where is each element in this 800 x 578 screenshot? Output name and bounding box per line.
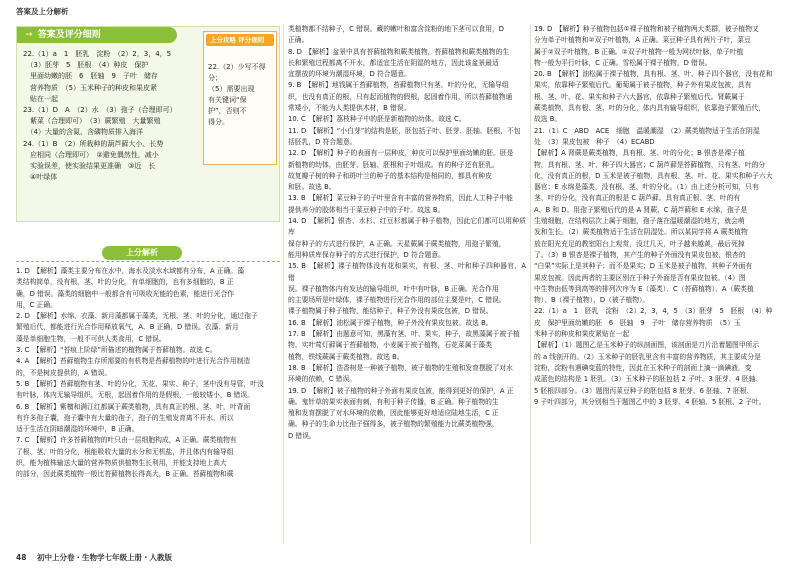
analysis-line: 织，也没有真正的根，只有起而植物的假根，起固着作用，所以苔藓植物通	[288, 92, 513, 101]
column-divider	[283, 24, 284, 544]
analysis-line: 的 a 线剖开的。（2）玉米种子的胚乳里含有丰富的营养物质，其主要成分是	[534, 352, 761, 361]
analysis-line: 用，C 正确。	[16, 300, 57, 309]
answer-line: 23.（1）D A （2）水 （3）孢子（合理即可）	[23, 106, 177, 115]
analysis-line: 繁殖后代，都能进行光合作用释放氧气，A、B 正确，D 错误。衣藻、新月	[16, 323, 239, 332]
page-footer	[16, 552, 172, 563]
analysis-line: 物一般为平行叶脉，C 正确。雪松属于裸子植物，D 错误。	[534, 58, 712, 67]
analysis-line: 裸子植物属于种子植物，能结种子，种子外没有果皮包被，D 错误。	[288, 307, 493, 316]
analysis-line: 处 （3）果皮包被 种子 （4）ECABD	[534, 137, 655, 146]
answer-box-title: 答案及评分细则	[37, 30, 101, 40]
analysis-line: 5 胚根四部分。（3）题图丙菜豆种子的胚包括 8 胚芽、6 胚轴、7 胚根、	[534, 386, 754, 395]
answer-line: 里面幼嫩的胚 6 胚轴 9 子叶 储存	[23, 72, 158, 81]
analysis-line: 21.（1）C ABD ACE 细胞 温暖潮湿 （2）蕨类植物适于生活在阴湿	[534, 126, 760, 135]
answer-line: 应相同（合理即可） ②避免偶然性，减小	[23, 150, 159, 159]
analysis-line: 成蓝色的结构是 1 胚乳。（3）玉米种子的胚包括 2 子叶、3 胚芽、4 胚轴、	[534, 375, 763, 384]
analysis-column-1	[16, 266, 280, 481]
analysis-line: D 错误。	[288, 431, 316, 440]
analysis-column-3	[534, 24, 786, 408]
scoring-tip-box	[203, 31, 277, 165]
answer-line: （4）大量的含氮、含磷物质排入海洋	[23, 128, 143, 137]
analysis-line: 故复瓣子树的种子和斑叶兰的种子的基本结构是相同的，都具有种皮	[288, 171, 492, 180]
section-title: 上分解析	[102, 246, 182, 260]
analysis-line: 皮 保护里面幼嫩的胚 6 胚轴 9 子叶 储存营养物质 （5）玉	[534, 318, 741, 327]
analysis-line: 果皮包被。因此两者的主要区别在于种子外面是否有果皮包被。（4）图	[534, 273, 746, 282]
analysis-line: 常矮小，不能为人类提供木材，B 错误。	[288, 104, 411, 113]
page-header-label: 答案及上分解析	[16, 7, 69, 16]
analysis-line: 正确。	[288, 36, 309, 45]
answer-list	[23, 49, 203, 183]
analysis-line: 有许多孢子囊，孢子囊中有大量的孢子，孢子的生殖发育离不开水，所以	[16, 413, 234, 422]
analysis-line: 化，没有真正的根，D 玉米是被子植物，具有根、茎、叶、花、果实和种子六大	[534, 171, 773, 180]
analysis-line: 14. D 【解析】银杏、水杉、红豆杉都属于种子植物，因此它们都可以用种质库	[288, 217, 526, 237]
analysis-line: 2. D 【解析】水绵、衣藻、新月藻都属于藻类，无根、茎、叶的分化，通过孢子	[16, 312, 258, 321]
analysis-line: 发和生长。（2）蕨类植物适于生活在阴湿处。所以某同学将 A 蕨类植物	[534, 228, 748, 237]
analysis-line: 22.（1）a 1 胚乳 淀粉 （2）2，3，4，5 （3）胚芽 5 胚根 （4）种	[534, 307, 773, 316]
analysis-line: 类结构简单，没有根、茎、叶的分化，有单细胞的，也有多细胞的，B 正	[16, 278, 234, 287]
analysis-line: 6. B 【解析】紫檀和满江红都属于蕨类植物，具有真正的根、茎、叶，叶背面	[16, 402, 251, 411]
tip-line: 22.（2）少写不得分；	[208, 63, 266, 82]
analysis-line: A、B 和 D。用孢子繁殖后代的是 A 肾蕨、C 葫芦藓和 E 水绵，孢子是	[534, 205, 748, 214]
analysis-line: 12. D 【解析】种子的表面有一层种皮，种皮可以保护里面幼嫩的胚。胚是	[288, 149, 514, 158]
analysis-line: 藻是单细胞生物，一般不可供人类食用，C 错误。	[16, 334, 166, 343]
arrow-icon: →	[25, 30, 33, 40]
analysis-line: 9 子叶四部分，其分别相当于题图乙中的 3 胚芽、4 胚轴、5 胚根、2 子叶。	[534, 397, 766, 406]
answer-line: 营养物质 （5）玉米种子的种皮和果皮紧	[23, 83, 157, 92]
analysis-line: 长和繁殖过程都离不开水，都适宜生活在阴湿的地方，因此该盆景最适	[288, 58, 499, 67]
analysis-line: 适于生活在阴暗潮湿的环境中，B 正确。	[16, 425, 139, 434]
page-number: 48	[16, 553, 27, 562]
analysis-line: 误。裸子植物体内有发达的输导组织，叶中有叶脉，B 正确。光合作用	[288, 284, 499, 293]
analysis-line: 15. B 【解析】裸子植物体没有花和果实，有根、茎、叶和种子四种器官，A 错	[288, 262, 526, 282]
analysis-line: 和胚。故选 B。	[288, 183, 336, 192]
analysis-line: 16. B 【解析】油松属于裸子植物，种子外没有果皮包被。故选 B。	[288, 318, 493, 327]
analysis-line: 4. A 【解析】苔藓植物生存所需要的有机物是苔藓植物的叶进行光合作用制造	[16, 357, 251, 366]
analysis-line: 根、茎、叶、花、果实和种子六大器官，依靠种子繁殖后代。肾蕨属于	[534, 92, 745, 101]
analysis-line: 7. C 【解析】许多苔藓植物的叶只由一层细胞构成，A 正确。蕨类植物有	[16, 436, 237, 445]
analysis-line: 物，具有根、茎、叶、种子四大器官；C 葫芦藓是苔藓植物，只有茎、叶的分	[534, 160, 766, 169]
analysis-line: 蕨类植物，具有根、茎、叶的分化，体内具有输导组织，依靠孢子繁殖后代，	[534, 104, 766, 113]
answer-line: （3）胚芽 5 胚根 （4）种皮 保护	[23, 61, 149, 70]
analysis-line: 【解析】A 肾蕨是蕨类植物，具有根、茎、叶的分化；B 银杏是裸子植	[534, 149, 745, 158]
tip-line: （5）需要出现	[208, 85, 255, 93]
analysis-line: 了。（3）B 银杏是裸子植物，其产生的种子外面没有果皮包被，银杏的	[534, 250, 746, 259]
analysis-line: 属于②双子叶植物，B 正确。②双子叶植物一般为网状叶脉，单子叶植	[534, 47, 744, 56]
analysis-line: 5. B 【解析】苔藓植物有茎、叶的分化，无花、果实、种子，茎中没有导管，叶没	[16, 379, 264, 388]
analysis-line: 【解析】（1）题图乙是玉米种子的纵剖面图，该剖面是刀片沿着题图甲所示	[534, 341, 760, 350]
analysis-line: 类植物都不结种子，C 错误。藏的嫩叶和富含淀粉的地下茎可以食用，D	[288, 25, 505, 33]
analysis-line: 提供养分的胶体相当于菜豆种子中的子叶。故选 B。	[288, 205, 445, 214]
analysis-line: 环境的依赖，C 错误。	[288, 375, 357, 384]
answer-line: 贴在一起	[23, 94, 58, 103]
analysis-line: 10. C 【解析】荔枝种子中的胚是新植物的幼体。故选 C。	[288, 115, 466, 124]
answer-line: 24.（1）B （2）所栽种的葫芦藓大小、长势	[23, 139, 164, 148]
analysis-line: 了根、茎、叶的分化，根能吸收大量的水分和无机盐，并且体内有输导组	[16, 447, 234, 456]
analysis-line: 19. D 【解析】种子植物包括①裸子植物和被子植物两大类群，被子植物又	[534, 25, 759, 33]
analysis-line: 3. C 【解析】“苔痕上阶绿”所描述的植物属于苔藓植物。故选 C。	[16, 346, 217, 355]
analysis-line: 保存种子的方式进行保护，A 正确。天星蕨属于蕨类植物，用孢子繁殖，	[288, 239, 506, 248]
answer-box	[16, 26, 280, 222]
analysis-line: 18. B 【解析】浩香树是一种被子植物，被子植物的生殖和发育摆脱了对水	[288, 363, 513, 372]
analysis-line: 确。种子的生命力比孢子强得多，被子植物的繁殖能力比蕨类植物强，	[288, 420, 499, 429]
analysis-line: 1. D 【解析】藻类主要分布在水中，海水及淡水水域都有分布，A 正确。藻	[16, 267, 244, 275]
analysis-column-2	[288, 24, 526, 442]
analysis-line: 淀粉，淀粉有遇碘变蓝的特性，因此在玉米种子的剖面上滴一滴碘液，变	[534, 363, 752, 372]
answer-line: ④叶绿体	[23, 173, 58, 182]
analysis-line: 物）、B（裸子植物）、D（被子植物）。	[534, 296, 650, 305]
book-title: 初中上分卷・生物学七年级上册・人教版	[37, 553, 173, 562]
analysis-line: 故选 B。	[534, 115, 562, 124]
answer-line: 实验误差，使实验结果更准确 ③近 长	[23, 162, 156, 171]
column-divider	[530, 24, 531, 544]
analysis-line: 17. B 【解析】由题意可知，黑藻有茎、叶、果实、种子，故黑藻属于被子植	[288, 330, 520, 339]
analysis-line: 中生物由低等到高等的排列次序为 E（藻类）、C（苔藓植物）、A（蕨类植	[534, 284, 754, 293]
analysis-line: 生殖细胞，在结构层次上属于细胞，孢子落在温暖潮湿的地方，就会萌	[534, 217, 745, 226]
analysis-line: 9. B 【解析】地钱属于苔藓植物，苔藓植物只有茎、叶的分化，无输导组	[288, 81, 509, 90]
answer-line: 紫菜（合理即可） （3）蕨繁殖 大量繁殖	[23, 117, 161, 126]
analysis-line: 的部分，因此蕨类植物一般比苔藓植物长得高大，B 正确。苔藓植物和蕨	[16, 470, 234, 479]
analysis-line: 括胚乳，D 符合题意。	[288, 137, 357, 146]
analysis-line: 分为单子叶植物和②双子叶植物，A 正确。菜豆种子具有两片子叶，菜豆	[534, 36, 751, 45]
analysis-line: “白果”实际上是其种子；而不是果实；D 玉米是被子植物，其种子外面有	[534, 262, 753, 271]
analysis-line: 茎、叶的分化，没有真正的根是 C 葫芦藓。具有真正根、茎、叶的有	[534, 194, 741, 203]
analysis-line: 能用种质库保存种子的方式进行保护，D 符合题意。	[288, 250, 445, 259]
analysis-line: 新植物的幼体，由胚芽、胚轴、胚根和子叶组成。有的种子还有胚乳。	[288, 160, 499, 169]
tip-line: 有关键词“保	[208, 96, 247, 104]
analysis-line: 器官；E 水绵是藻类，没有根、茎、叶的分化。（1）由上述分析可知，只有	[534, 183, 759, 192]
analysis-line: 的主要场所是叶绿体，裸子植物进行光合作用的部位主要是叶，C 错误。	[288, 296, 506, 305]
analysis-line: 宜摆放的环境为潮湿环境，D 符合题意。	[288, 70, 411, 79]
analysis-line: 确，D 错误。藻类的细胞中一般都含有可吸收光能的色素，能进行光合作	[16, 289, 235, 298]
analysis-line: 放在阳光充足的教室阳台上观赏，没过几天，叶子越来越黄，最后死掉	[534, 239, 745, 248]
analysis-line: 确。鬼针草的果实表面有刺，有利于种子传播，B 正确。种子植物的生	[288, 397, 499, 406]
analysis-line: 果实，依靠种子繁殖后代。葡萄属于被子植物，种子外有果皮包被，具有	[534, 81, 752, 90]
answer-box-header	[17, 27, 177, 43]
analysis-line: 织，能为植株输送大量的营养物质供植物生长利用，并能支持地上高大	[16, 459, 227, 468]
analysis-line: 殖和发育摆脱了对水环境的依赖，因此能够更好地适应陆地生活，C 正	[288, 409, 499, 418]
analysis-line: 19. D 【解析】被子植物的种子外面有果皮包被，能得到更好的保护，A 正	[288, 386, 514, 395]
tip-line: 得分。	[208, 118, 229, 126]
answer-line: 22.（1）a 1 胚乳 淀粉 （2）2，3，4，5	[23, 50, 172, 58]
section-header	[16, 246, 280, 262]
analysis-line: 13. B 【解析】菜豆种子的子叶里含有丰富的营养物质，因此人工种子中能	[288, 194, 513, 203]
analysis-line: 的，不是树皮提供的，A 错误。	[16, 368, 112, 377]
analysis-line: 米种子的种皮和果皮紧贴在一起	[534, 330, 630, 339]
analysis-line: 物。实叶莺灯藓属于苔藓植物，小麦属于被子植物，石花菜属于藻类	[288, 341, 492, 350]
tip-line: 护”，否则不	[208, 107, 247, 115]
analysis-line: 8. D 【解析】盆景中具有苔藓植物和蕨类植物，苔藓植物和蕨类植物的生	[288, 47, 510, 56]
analysis-line: 20. B 【解析】油松属于裸子植物，具有根、茎、叶、种子四个器官，没有花和	[534, 70, 773, 79]
tip-text	[206, 62, 274, 128]
analysis-line: 有叶脉，体内无输导组织，无根，起固着作用的是假根，一般较矮小，B 错误。	[16, 391, 254, 400]
analysis-line: 11. D 【解析】“小白芽”的结构是胚，胚包括子叶、胚芽、胚轴、胚根，不包	[288, 126, 521, 135]
tip-banner: 上分攻略 评分细则	[206, 34, 274, 46]
analysis-line: 植物，铁线蕨属于蕨类植物。故选 B。	[288, 352, 404, 361]
